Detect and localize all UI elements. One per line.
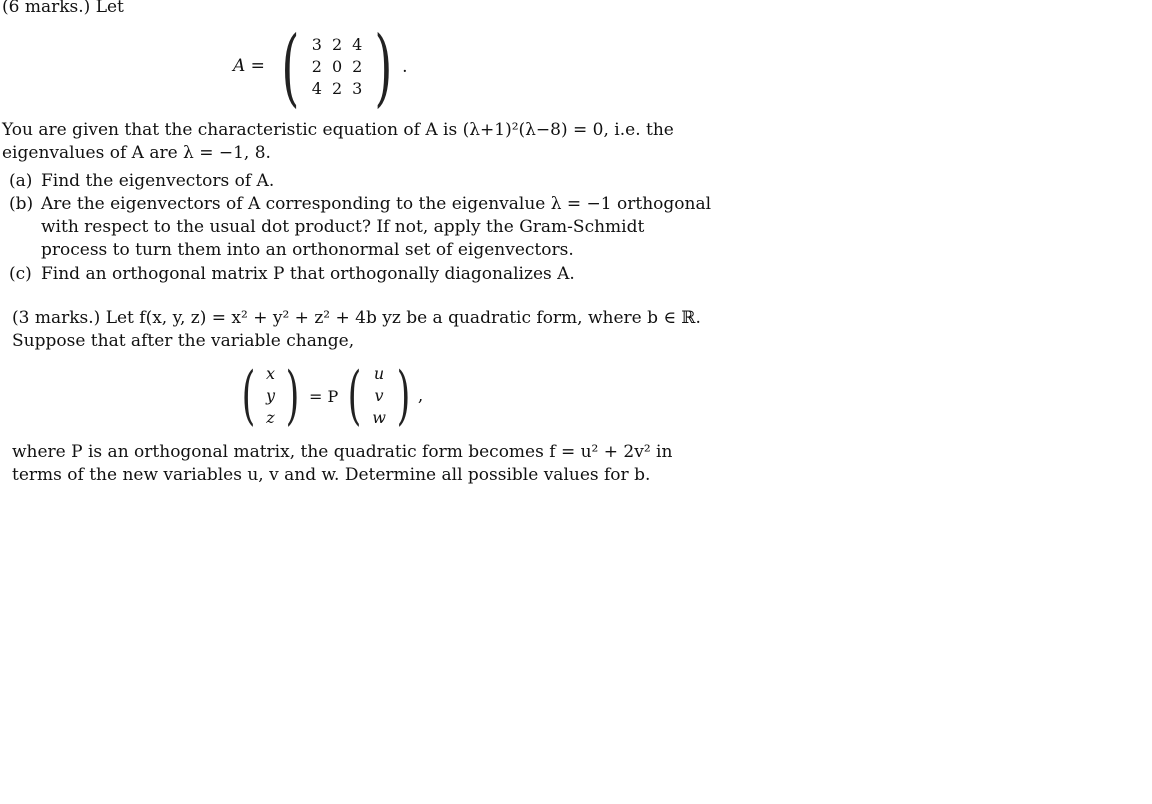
vector-entry: v (374, 386, 384, 405)
vector-xyz (261, 363, 280, 429)
right-paren: ) (374, 18, 393, 116)
matrix-end: . (402, 56, 408, 77)
vector-entry: u (373, 364, 385, 383)
given-line-1: You are given that the characteristic equation of A is (λ+1)²(λ−8) = 0, i.e. the (2, 120, 674, 140)
part-b-text-1: Are the eigenvectors of A corresponding to the eigenvalue λ = −1 orthogonal (41, 194, 712, 214)
left-paren: ( (241, 359, 256, 433)
vector-entry: w (372, 408, 386, 427)
q2-line-1: (3 marks.) Let f(x, y, z) = x² + y² + z² + 4b yz be a quadratic form, where b ∈ ℝ. (12, 308, 701, 328)
q1-let: Let (95, 0, 124, 17)
q1-marks: (6 marks.) (2, 0, 91, 17)
vector-entry: x (265, 364, 275, 383)
matrix-A (274, 18, 408, 116)
matrix-cell: 3 (311, 35, 322, 54)
q2-line-2: Suppose that after the variable change, (12, 331, 355, 351)
matrix-cell: 4 (352, 35, 363, 54)
matrix-A-grid (307, 34, 368, 100)
q2-line-4: terms of the new variables u, v and w. Determine all possible values for b. (12, 465, 651, 485)
matrix-label: A = (233, 56, 265, 76)
right-paren: ) (285, 359, 300, 433)
vector-entry: y (265, 386, 276, 405)
vector-entry: z (266, 408, 275, 427)
part-a-label: (a) (9, 171, 33, 191)
matrix-cell: 2 (352, 57, 363, 76)
q2-line-3: where P is an orthogonal matrix, the quadratic form becomes f = u² + 2v² in (12, 442, 673, 462)
part-c-text: Find an orthogonal matrix P that orthogonally diagonalizes A. (41, 264, 575, 284)
matrix-cell: 4 (311, 79, 322, 98)
part-b-text-2: with respect to the usual dot product? If not, apply the Gram-Schmidt (41, 217, 645, 237)
matrix-cell: 0 (331, 57, 343, 76)
vector-end: , (417, 385, 424, 406)
part-b-text-3: process to turn them into an orthonormal set of eigenvectors. (41, 240, 574, 260)
equals-P: = P (308, 386, 339, 406)
left-paren: ( (347, 359, 362, 433)
q1-header (2, 0, 124, 19)
given-line-2: eigenvalues of A are λ = −1, 8. (2, 143, 271, 163)
matrix-cell: 3 (352, 79, 363, 98)
variable-change-equation (236, 360, 423, 432)
part-c-label: (c) (9, 264, 32, 284)
vector-uvw (367, 363, 391, 429)
right-paren: ) (396, 359, 411, 433)
matrix-cell: 2 (331, 35, 343, 54)
matrix-cell: 2 (331, 79, 343, 98)
left-paren: ( (281, 18, 300, 116)
part-b-label: (b) (9, 194, 34, 214)
matrix-cell: 2 (311, 57, 322, 76)
part-a-text: Find the eigenvectors of A. (41, 171, 275, 191)
